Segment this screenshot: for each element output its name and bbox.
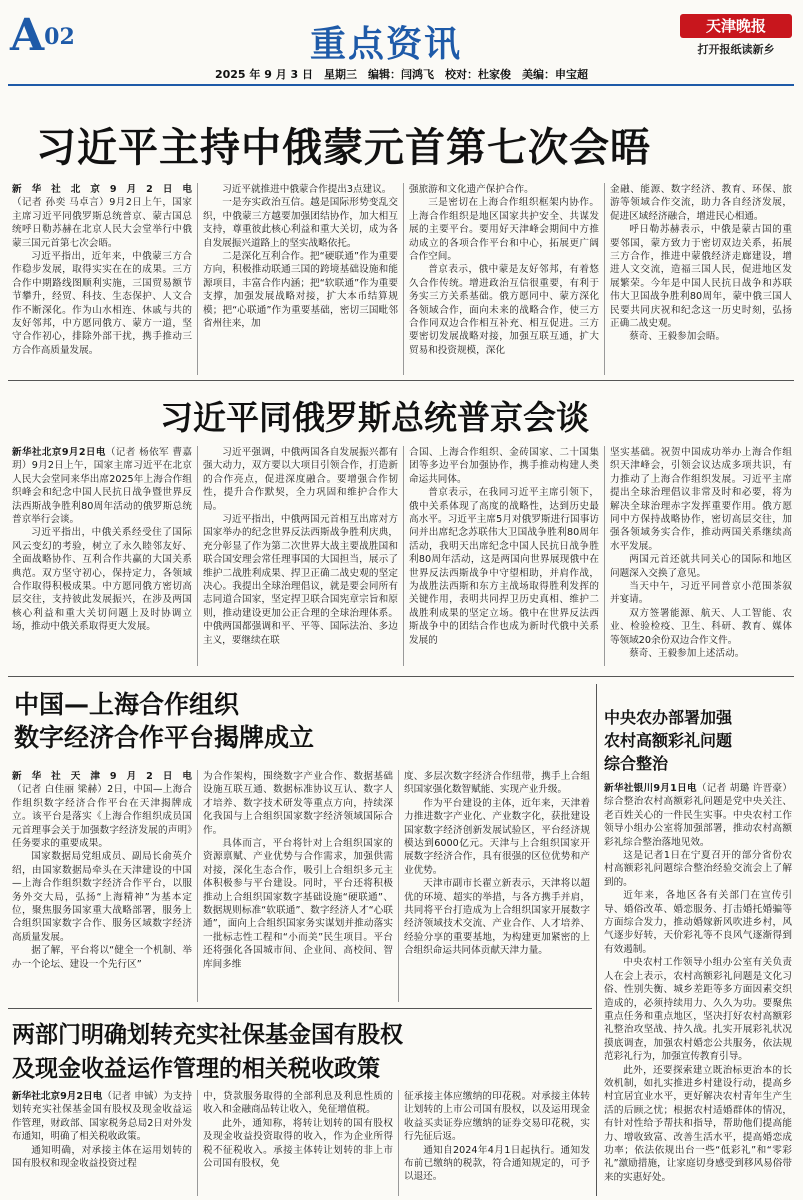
article5-lead-author: （记者 申铖）: [102, 1091, 164, 1102]
column-divider: [398, 1090, 399, 1196]
page-letter: A: [10, 10, 45, 61]
article2-para: 普京表示，在我同习近平主席引领下，俄中关系体现了高度的战略性，达到历史最高水平。习近平主席5月对俄罗斯进行国事访问并出席纪念苏联伟大卫国战争胜利80周年活动，我明天出席纪念中国人民抗日战争胜利80周年活动，这是两国向世界展现俄中在世界反法西斯战争中守望相助，并肩作战，为战胜法西斯和东方主战场取得胜利发挥的关键作用，表明共同捍卫历史真相、维护二战胜利成果的坚定立场。俄中在世界反法西斯战争中的团结合作也成为新时代俄中关系发展的: [409, 487, 599, 646]
dateline: 2025 年 9 月 3 日 星期三 编辑：闫鸿飞 校对：杜家俊 美编：申宝超: [214, 68, 589, 81]
column-divider: [403, 446, 404, 666]
article-separator: [8, 380, 794, 381]
logo-block: [680, 14, 792, 57]
article5-lead-tag: 新华社北京9月2日电: [12, 1091, 103, 1102]
article2-lead-text: 9月2日上午，国家主席习近平在北京人民大会堂同来华出席2025年上海合作组织峰会和纪念中国人民抗日战争暨世界反法西斯战争胜利80周年活动的俄罗斯总统普京举行会谈。: [12, 460, 192, 526]
article2-para: 习近平指出，中俄两国元首相互出席对方国家举办的纪念世界反法西斯战争胜利庆典，充分彰显了作为第二次世界大战主要战胜国和联合国安理会常任理事国的大国担当，展示了维护二战胜利成果、捍卫正确二战史观的坚定决心。我提出全球治理倡议，就是要会同所有志同道合国家，坚定捍卫联合国宪章宗旨和原则，推动建设更加公正合理的全球治理体系。中俄两国都强调和平、平等、国际法治、多边主义，要继续在联: [203, 514, 398, 646]
article3-para: 据了解，平台将以“健全一个机制、举办一个论坛、建设一个先行区”: [12, 945, 192, 970]
article2-col3: [409, 446, 599, 666]
article3-headline-line1: 中国—上海合作组织: [14, 690, 240, 719]
column-divider: [604, 446, 605, 666]
sidebar-divider: [596, 684, 597, 1196]
article5-col2: [203, 1090, 393, 1196]
article5-col1: [12, 1090, 192, 1196]
column-divider: [604, 183, 605, 375]
article4-para: 此外，还要探索建立既治标更治本的长效机制，如扎实推进乡村建设行动，提高乡村宜居宜业水平，更好解决农村青年生产生活的后顾之忧；根据农村适婚群体的情况，有针对性给予帮扶和指导，帮助他们提高能力、增收致富、改善生活水平，提高婚恋成功率；依法依规出台一些“低彩礼”和“零彩礼”激励措施，让家庭切身感受到移风易俗带来的实惠好处。: [604, 1064, 792, 1183]
article5-lead: [12, 1090, 192, 1144]
article1-col3: [409, 183, 599, 375]
article1-para: 普京表示，俄中蒙是友好邻邦，有着悠久合作传统。增进政治互信很重要，有利于务实三方关系基础。俄方愿同中、蒙方深化各领域合作，面向未来的战略合作，使三方合作同双边合作相互补充、相互促进。三方要密切发展战略对接，加强互联互通，扩大贸易和投资规模，深化: [409, 264, 599, 356]
article2-headline: 习近平同俄罗斯总统普京会谈: [160, 398, 589, 437]
article2-para: 合国、上海合作组织、金砖国家、二十国集团等多边平台加强协作，携手推动构建人类命运共同体。: [409, 447, 599, 485]
article2-col2: [203, 446, 398, 666]
article1-lead-author: （记者 孙奕 马卓言）: [12, 197, 110, 209]
article5-col3: [404, 1090, 590, 1196]
article1-col2: [203, 183, 398, 375]
article3-para: 为合作架构，围绕数字产业合作、数据基础设施互联互通、数据标准协议互认、数字人才培养、数字技术研发等重点方向，持续深化我国与上合组织国家数字经济领域国际合作。: [203, 771, 393, 836]
column-divider: [197, 446, 198, 666]
article2-lead-tag: 新华社北京9月2日电: [12, 447, 106, 458]
article1-col4: [610, 183, 792, 375]
page-number: [10, 10, 75, 61]
article4-para: 近年来，各地区各有关部门在宣传引导、婚俗改革、婚恋服务、打击婚托婚骗等方面综合发力，推动婚嫁新风吹进乡村，风气逐步好转，天价彩礼等不良风气逐渐得到有效遏制。: [604, 890, 792, 955]
article5-para: 征承接主体应缴纳的印花税。对承接主体转让划转的上市公司国有股权，以及运用现金收益买卖证券应缴纳的证券交易印花税，实行先征后返。: [404, 1091, 590, 1143]
article1-lead: [12, 183, 192, 250]
article2-para: 习近平指出，中俄关系经受住了国际风云变幻的考验，树立了永久睦邻友好、全面战略协作、互利合作共赢的大国关系典范。双方坚守初心，保持定力，各领域合作取得积极成果。中方愿同俄方密切高层交往，支持彼此发展振兴，在涉及两国核心利益和重大关切问题上及时协调立场，推动中俄关系取得更大发展。: [12, 527, 192, 633]
article1-para: 习近平指出，近年来，中俄蒙三方合作稳步发展，取得实实在在的成果。三方合作中期路线图顺利实施，三国贸易额节节攀升，经贸、科技、生态保护、人文合作不断深化。作为山水相连、休戚与共的友好邻邦，中方愿同俄方、蒙方一道，坚守合作初心，排除外部干扰，携手推动三方合作高质量发展。: [12, 251, 192, 356]
article2-col1: [12, 446, 192, 666]
article5-para: 通知自2024年4月1日起执行。通知发布前已缴纳的税款，符合通知规定的，可予以退还。: [404, 1144, 590, 1183]
page-num: 02: [44, 24, 75, 50]
article1-col1: [12, 183, 192, 375]
article3-col3: [404, 770, 590, 1002]
article4-lead-tag: 新华社银川9月1日电: [604, 783, 697, 794]
article2-para: 双方签署能源、航天、人工智能、农业、检验检疫、卫生、科研、教育、媒体等领域20余份双边合作文件。: [610, 607, 792, 646]
slogan: 打开报纸读新乡: [697, 43, 775, 56]
article1-para: 金融、能源、数字经济、教育、环保、旅游等领域合作交流，助力各自经济发展，促进区域经济融合，增进民心相通。: [610, 184, 792, 222]
article4-headline-line3: 综合整治: [604, 754, 669, 773]
article1-para: 呼日勒苏赫表示，中俄是蒙古国的重要邻国，蒙方致力于密切双边关系，拓展三方合作，推进中蒙俄经济走廊建设，增进人文交流，造福三国人民，促进地区发展繁荣。今年是中国人民抗日战争和苏联伟大卫国战争胜利80周年，蒙中俄三国人民要共同庆祝和纪念这一历史时刻，弘扬正确二战史观。: [610, 224, 792, 330]
article1-para: 习近平就推进中俄蒙合作提出3点建议。: [222, 184, 392, 195]
article3-col1: [12, 770, 192, 1002]
masthead-rule: [8, 84, 794, 86]
article3-headline: [14, 688, 314, 754]
article3-lead: [12, 770, 192, 850]
article4-para: 这是记者1日在宁夏召开的部分省份农村高额彩礼问题综合整治经验交流会上了解到的。: [604, 850, 792, 888]
article4-headline-line1: 中央农办部署加强: [604, 708, 733, 727]
article2-lead-author: （记者 杨依军 曹嘉玥）: [12, 447, 192, 472]
masthead: [0, 0, 803, 88]
column-divider: [197, 770, 198, 1002]
article3-para: 具体而言，平台将针对上合组织国家的资源禀赋、产业优势与合作需求，加强供需对接，深化生态合作，吸引上合组织多元主体积极参与平台建设。同时，平台还将积极推动上合组织国家数字基础设施“硬联通”、数据规则标准“软联通”、数字经济人才“心联通”，面向上合组织国家务实谋划并推动落实一批标志性工程和“小而美”民生项目。平台还将强化各国城市间、企业间、高校间、智库间多维: [203, 838, 393, 970]
article5-para: 中，贷款服务取得的全部利息及利息性质的收入和金融商品转让收入，免征增值税。: [203, 1091, 393, 1116]
column-divider: [403, 183, 404, 375]
column-divider: [398, 770, 399, 1002]
article1-lead-tag: 新华社北京9月2日电: [12, 184, 192, 195]
article3-col2: [203, 770, 393, 1002]
column-divider: [197, 183, 198, 375]
article3-para: 国家数据局党组成员、副局长俞英介绍，由国家数据局牵头在天津建设的中国—上海合作组织数字经济合作平台，以服务外交大局，弘扬“上海精神”为基本定位，聚焦服务国家重大战略部署，服务上合组织国家数字合作、服务区域数字经济高质量发展。: [12, 851, 192, 943]
article3-para: 度、多层次数字经济合作纽带，携手上合组织国家强化数智赋能、实现产业升级。: [404, 771, 590, 796]
newspaper-logo: 天津晚报: [680, 14, 792, 38]
article1-para: 三是密切在上海合作组织框架内协作。上海合作组织是地区国家共护安全、共谋发展的主要平台。要用好天津峰会期间中方推动成立的各项合作平台和中心，拓展更广阔合作空间。: [409, 197, 599, 263]
article1-lead-text: 9月2日上午，国家主席习近平同俄罗斯总统普京、蒙古国总统呼日勒苏赫在北京人民大会堂举行中俄蒙三国元首第七次会晤。: [12, 197, 192, 249]
article-separator: [8, 1008, 592, 1009]
article2-para: 习近平强调，中俄两国各自发展振兴都有强大动力，双方要以大项目引领合作，打造新的合作亮点，促进深度融合。要增强合作韧性，提升合作默契，全力巩固和维护合作大局。: [203, 447, 398, 512]
article4-headline: [604, 706, 732, 775]
article5-headline-line1: 两部门明确划转充实社保基金国有股权: [12, 1022, 403, 1048]
article5-lead-text: 为支持划转充实社保基金国有股权及现金收益运作管理，财政部、国家税务总局2日对外发布通知，明确了相关税收政策。: [12, 1091, 192, 1143]
article5-para: 通知明确，对承接主体在运用划转的国有股权和现金收益投资过程: [12, 1144, 192, 1170]
article1-para: 强旅游和文化遗产保护合作。: [409, 184, 534, 195]
article3-para: 作为平台建设的主体，近年来，天津着力推进数字产业化、产业数字化，获批建设国家数字经济创新发展试验区，平台经济规模达到6000亿元。天津与上合组织国家开展数字经济合作，具有很强的区位优势和产业优势。: [404, 797, 590, 876]
article5-headline: [12, 1018, 403, 1086]
article2-para: 坚实基础。祝贺中国成功举办上海合作组织天津峰会，引领会议达成多项共识，有力推动了上海合作组织发展。习近平主席提出全球治理倡议非常及时和必要，将为解决全球治理赤字发挥重要作用。俄方愿同中方保持战略协作，密切高层交往，加强各领域务实合作，推动两国关系继续高水平发展。: [610, 447, 792, 552]
article1-para: 蔡奇、王毅参加会晤。: [629, 331, 726, 343]
article4-lead-author: （记者 胡璐 许晋豪）: [696, 783, 792, 794]
article3-lead-text: 2日，中国—上海合作组织数字经济合作平台在天津揭牌成立。该平台是落实《上海合作组织成员国元首理事会关于加强数字经济发展的声明》任务要求的重要成果。: [12, 784, 192, 850]
article-separator: [8, 676, 794, 677]
article4-lead: [604, 782, 792, 849]
article4-para: 中央农村工作领导小组办公室有关负责人在会上表示，农村高额彩礼问题是文化习俗、性别失衡、城乡差距等多方面因素交织造成的，必须持续用力、久久为功。要聚焦重点任务和重点地区，坚决打好农村高额彩礼整治攻坚战、持久战。扎实开展彩礼状况摸底调查，加强农村婚恋公共服务，依法规范彩礼行为，加强宣传教育引导。: [604, 957, 792, 1063]
section-title: 重点资讯: [310, 24, 463, 65]
article5-para: 此外，通知称，将转让划转的国有股权及现金收益投资取得的收入，作为企业所得税不征税收入。承接主体转让划转的非上市公司国有股权，免: [203, 1117, 393, 1170]
article2-para: 蔡奇、王毅参加上述活动。: [629, 648, 745, 660]
article3-lead-author: （记者 白佳丽 梁赫）: [12, 784, 108, 796]
article3-lead-tag: 新华社天津9月2日电: [12, 771, 192, 782]
article3-headline-line2: 数字经济合作平台揭牌成立: [14, 723, 315, 752]
article4-lead-text: 综合整治农村高额彩礼问题是党中央关注、老百姓关心的一件民生实事。中央农村工作领导小组办公室将加强部署，推动农村高额彩礼综合整治落地见效。: [604, 796, 792, 848]
article2-para: 两国元首还就共同关心的国际和地区问题深入交换了意见。: [610, 554, 792, 579]
article5-headline-line2: 及现金收益运作管理的相关税收政策: [12, 1056, 380, 1082]
article1-para: 一是夯实政治互信。越是国际形势变乱交织，中俄蒙三方越要加强团结协作，加大相互支持，尊重彼此核心利益和重大关切，成为各自发展振兴道路上的坚实战略依托。: [203, 197, 398, 249]
article1-headline: 习近平主持中俄蒙元首第七次会晤: [36, 125, 651, 171]
article4-headline-line2: 农村高额彩礼问题: [604, 731, 733, 750]
article1-para: 二是深化互利合作。把“硬联通”作为重要方向，积极推动联通三国的跨境基础设施和能源项目，丰富合作内涵；把“软联通”作为重要支撑，加强发展战略对接，扩大本币结算规模；把“心联通”作为重要基础，密切三国毗邻省州往来，加: [203, 251, 398, 330]
column-divider: [197, 1090, 198, 1196]
article2-col4: [610, 446, 792, 666]
article3-para: 天津市副市长翟立新表示，天津将以超优的环境、超实的举措，与各方携手并肩，共同将平台打造成为上合组织国家开展数字经济领域技术交流、产业合作、人才培养、经验分享的重要基地，为构建更加紧密的上合组织命运共同体贡献天津力量。: [404, 878, 590, 957]
article4-col1: [604, 782, 792, 1196]
article2-lead: [12, 446, 192, 526]
article2-para: 当天中午，习近平同普京小范围茶叙并宴请。: [610, 581, 792, 606]
